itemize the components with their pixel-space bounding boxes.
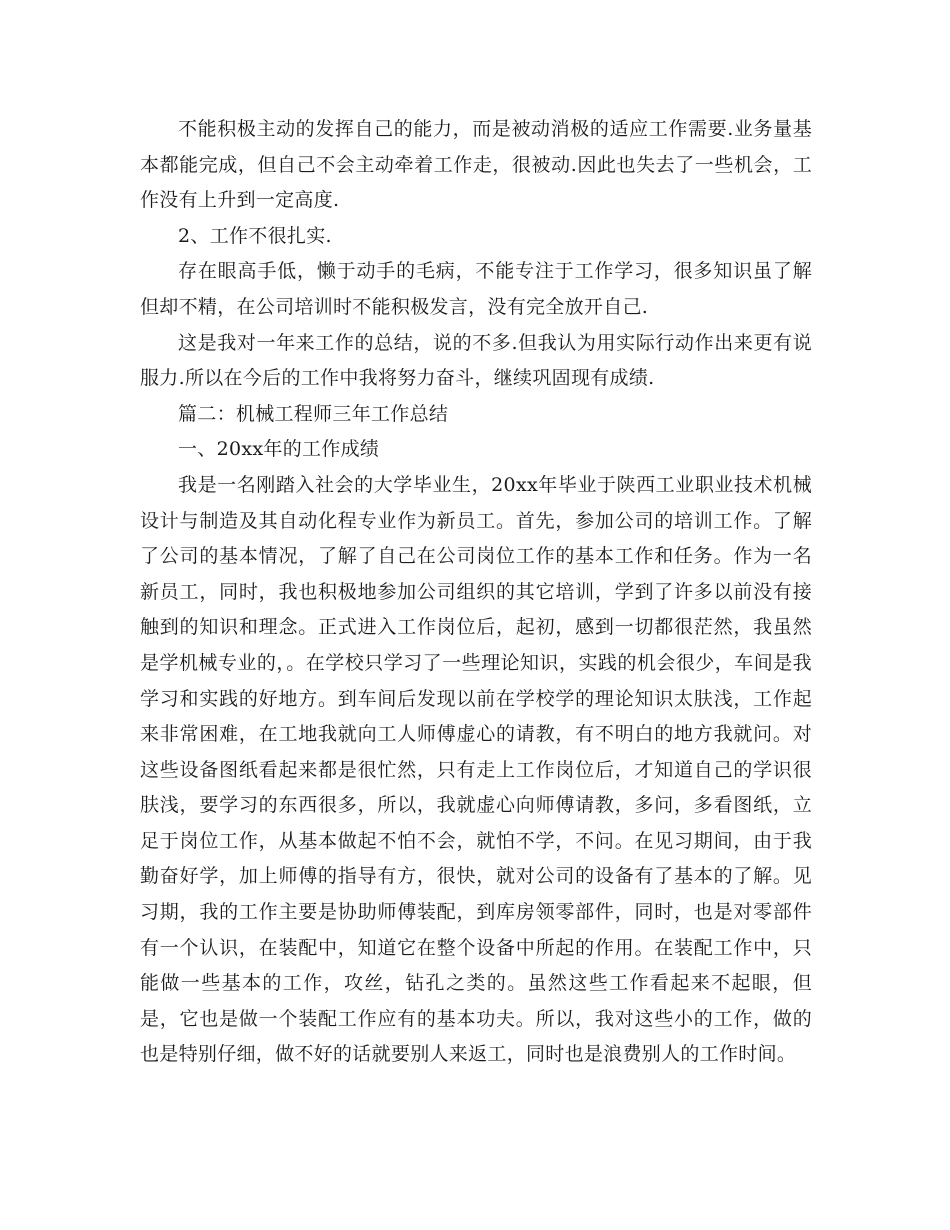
paragraph-body-experience: 我是一名刚踏入社会的大学毕业生，20xx年毕业于陕西工业职业技术机械设计与制造及其自动化程专业作为新员工。首先，参加公司的培训工作。了解了公司的基本情况，了解了自己在公司岗位工作的基本工作和任务。作为一名新员工，同时，我也积极地参加公司组织的其它培训，学到了许多以前没有接触到的知识和理念。正式进入工作岗位后，起初，感到一切都很茫然，我虽然是学机械专业的，。在学校只学习了一些理论知识，实践的机会很少，车间是我学习和实践的好地方。到车间后发现以前在学校学的理论知识太肤浅，工作起来非常困难，在工地我就向工人师傅虚心的请教，有不明白的地方我就问。对这些设备图纸看起来都是很忙然，只有走上工作岗位后，才知道自己的学识很肤浅，要学习的东西很多，所以，我就虚心向师傅请教，多问，多看图纸，立足于岗位工作，从基本做起不怕不会，就怕不学，不问。在见习期间，由于我勤奋好学，加上师傅的指导有方，很快，就对公司的设备有了基本的了解。见习期，我的工作主要是协助师傅装配，到库房领零部件，同时，也是对零部件有一个认识，在装配中，知道它在整个设备中所起的作用。在装配工作中，只能做一些基本的工作，攻丝，钻孔之类的。虽然这些工作看起来不起眼，但是，它也是做一个装配工作应有的基本功夫。所以，我对这些小的工作，做的也是特别仔细，做不好的话就要别人来返工，同时也是浪费别人的工作时间。 [140, 473, 812, 1066]
paragraph-weaknesses: 存在眼高手低，懒于动手的毛病，不能专注于工作学习，很多知识虽了解但却不精，在公司培训时不能积极发言，没有完全放开自己. [140, 260, 812, 318]
section-title-part-two: 篇二：机械工程师三年工作总结 [178, 402, 449, 425]
document-page [140, 112, 812, 1073]
paragraph-initiative: 不能积极主动的发挥自己的能力，而是被动消极的适应工作需要.业务量基本都能完成，但自己不会主动牵着工作走，很被动.因此也失去了一些机会，工作没有上升到一定高度. [140, 118, 812, 212]
paragraph-conclusion: 这是我对一年来工作的总结，说的不多.但我认为用实际行动作出来更有说服力.所以在今后的工作中我将努力奋斗，继续巩固现有成绩. [140, 331, 812, 390]
heading-work-not-solid: 2、工作不很扎实. [178, 224, 332, 247]
heading-work-results: 一、20xx年的工作成绩 [178, 438, 380, 461]
